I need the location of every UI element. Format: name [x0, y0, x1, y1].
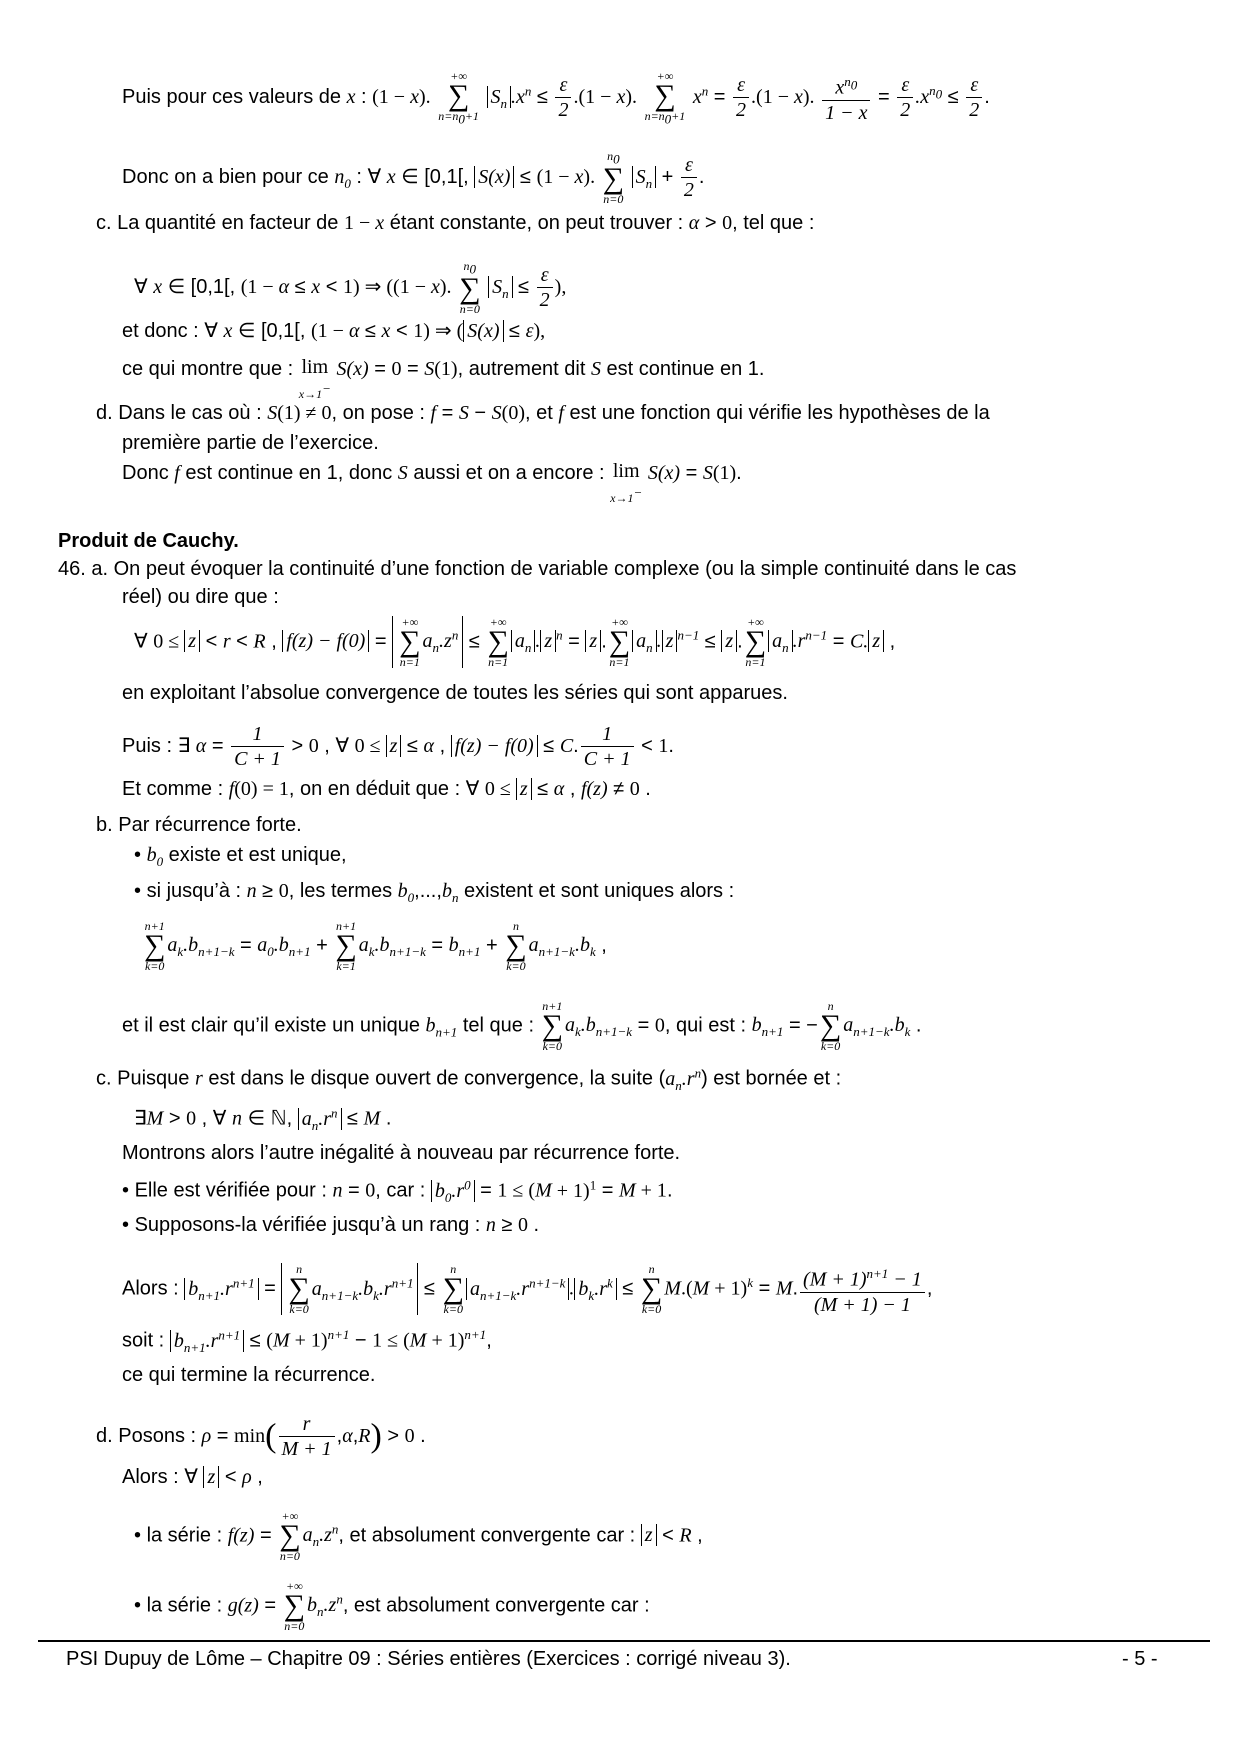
- text-line: Puis pour ces valeurs de x : (1 − x). +∞ ∑ $n=n_0+1$ $S_n$ $.x^n$ ≤ $\frac{\varepsilon}{2}$ .(1 − x). +∞ ∑ $n=n_0+1$ $x^n$ = $\frac{\varepsilon}{2}$ .(1 − x). $\frac{x^{n_0}}{1 - x}$ = $\frac{\varepsilon}{2}$ $.x^{n_0}$ ≤ $\frac{\varepsilon}{2}$ .: [122, 69, 990, 127]
- text-line: Et comme : f(0) = 1, on en déduit que : ∀ 0 ≤ z ≤ α , f(z) ≠ 0 .: [122, 778, 651, 800]
- text-line: c. La quantité en facteur de 1 − x étant constante, on peut trouver : α > 0, tel que :: [96, 212, 815, 234]
- text-line: n+1 ∑ k=0 $a_k.b_{n+1-k} = a_0.b_{n+1}$ + n+1 ∑ k=1 $a_k.b_{n+1-k} = b_{n+1}$ + n ∑ k=0 $a_{n+1-k}.b_k$ ,: [144, 919, 607, 973]
- text-line: b. Par récurrence forte.: [96, 814, 302, 836]
- text-line: première partie de l’exercice.: [122, 432, 379, 454]
- text-line: Montrons alors l’autre inégalité à nouveau par récurrence forte.: [122, 1142, 681, 1164]
- text-line: 46. a. On peut évoquer la continuité d’une fonction de variable complexe (ou la simple continuité dans le cas: [58, 558, 1017, 580]
- footer-left: PSI Dupuy de Lôme – Chapitre 09 : Séries entières (Exercices : corrigé niveau 3).: [66, 1648, 791, 1670]
- text-line: d. Posons : ρ = min( $\frac{r}{M + 1}$ ,α,R) > 0 .: [96, 1413, 426, 1460]
- text-line: soit : $b_{n+1}.r^{n+1} \le (M + 1)^{n+1} - 1 \le (M + 1)^{n+1}$,: [122, 1327, 492, 1355]
- section-title: Produit de Cauchy.: [58, 530, 239, 552]
- text-line: ∀ x ∈ [0,1[, (1 − α ≤ x < 1) ⇒ ((1 − x). $n_0$ ∑ n=0 $S_n$ ≤ $\frac{\varepsilon}{2}$ ),: [134, 259, 567, 317]
- text-line: et donc : ∀ x ∈ [0,1[, (1 − α ≤ x < 1) ⇒ ( S(x) ≤ ε),: [122, 320, 546, 342]
- text-line: ce qui termine la récurrence.: [122, 1364, 376, 1386]
- text-line: Donc f est continue en 1, donc S aussi et on a encore : lim x→1− S(x) = S(1).: [122, 460, 742, 505]
- text-line: ce qui montre que : lim x→1− S(x) = 0 = S(1), autrement dit S est continue en 1.: [122, 356, 765, 401]
- text-line: Puis : ∃ α = $\frac{1}{C + 1}$ > 0 , ∀ 0 ≤ z ≤ α , f(z) − f(0) ≤ C. $\frac{1}{C + 1}$ < 1.: [122, 723, 674, 770]
- text-line: • Supposons-la vérifiée jusqu’à un rang : n ≥ 0 .: [122, 1214, 540, 1236]
- text-line: d. Dans le cas où : S(1) ≠ 0, on pose : f = S − S(0), et f est une fonction qui vérifie les hypothèses de la: [96, 402, 990, 424]
- text-line: et il est clair qu’il existe un unique $b_{n+1}$ tel que : n+1 ∑ k=0 $a_k.b_{n+1-k} = 0$, qui est : $b_{n+1}$ = − n ∑ k=0 $a_{n+1-k}.b_k$ .: [122, 999, 922, 1053]
- text-line: • la série : f(z) = +∞ ∑ n=0 $a_n.z^n$, et absolument convergente car : z < R ,: [134, 1509, 703, 1563]
- text-line: en exploitant l’absolue convergence de toutes les séries qui sont apparues.: [122, 682, 788, 704]
- text-line: Donc on a bien pour ce $n_0$ : ∀ x ∈ [0,1[, S(x) ≤ (1 − x). $n_0$ ∑ n=0 $S_n$ + $\frac{\varepsilon}{2}$ .: [122, 149, 705, 207]
- text-line: ∀ 0 ≤ z < r < R , f(z) − f(0) = +∞ ∑ n=1 $a_n.z^n$ ≤ +∞ ∑ n=1 $a_n$ . z $^n$ = z . +∞ ∑ n=1 $a_n$ . z $^{n-1}$ ≤ z . +∞ ∑ n=1 $a_n$ $.r^{n-1} = C$. z ,: [134, 615, 896, 669]
- text-line: ∃M > 0 , ∀ n ∈ ℕ, $a_n.r^n \le M$ .: [134, 1105, 392, 1133]
- text-line: • $b_0$ existe et est unique,: [134, 844, 347, 869]
- text-line: c. Puisque r est dans le disque ouvert de convergence, la suite $(a_n.r^n)$ est bornée et :: [96, 1065, 842, 1093]
- page-number: - 5 -: [1122, 1648, 1158, 1670]
- text-line: Alors : $b_{n+1}.r^{n+1}$ = n ∑ k=0 $a_{n+1-k}.b_k.r^{n+1}$ ≤ n ∑ k=0 $a_{n+1-k}.r^{n+1-k}$ . $b_k.r^k$ ≤ n ∑ k=0 $M.(M + 1)^k = M$. $\frac{(M + 1)^{n+1} - 1}{(M + 1) - 1}$ ,: [122, 1262, 933, 1317]
- footer-rule: [38, 1640, 1210, 1642]
- text-line: • Elle est vérifiée pour : n = 0, car : $b_0.r^0 = 1 \le (M + 1)^1 = M + 1$.: [122, 1177, 673, 1205]
- text-line: Alors : ∀ z < ρ ,: [122, 1466, 263, 1488]
- text-line: réel) ou dire que :: [122, 586, 279, 608]
- text-line: • la série : g(z) = +∞ ∑ n=0 $b_n.z^n$, est absolument convergente car :: [134, 1579, 650, 1633]
- text-line: • si jusqu’à : n ≥ 0, les termes $b_0,...,b_n$ existent et sont uniques alors :: [134, 880, 735, 905]
